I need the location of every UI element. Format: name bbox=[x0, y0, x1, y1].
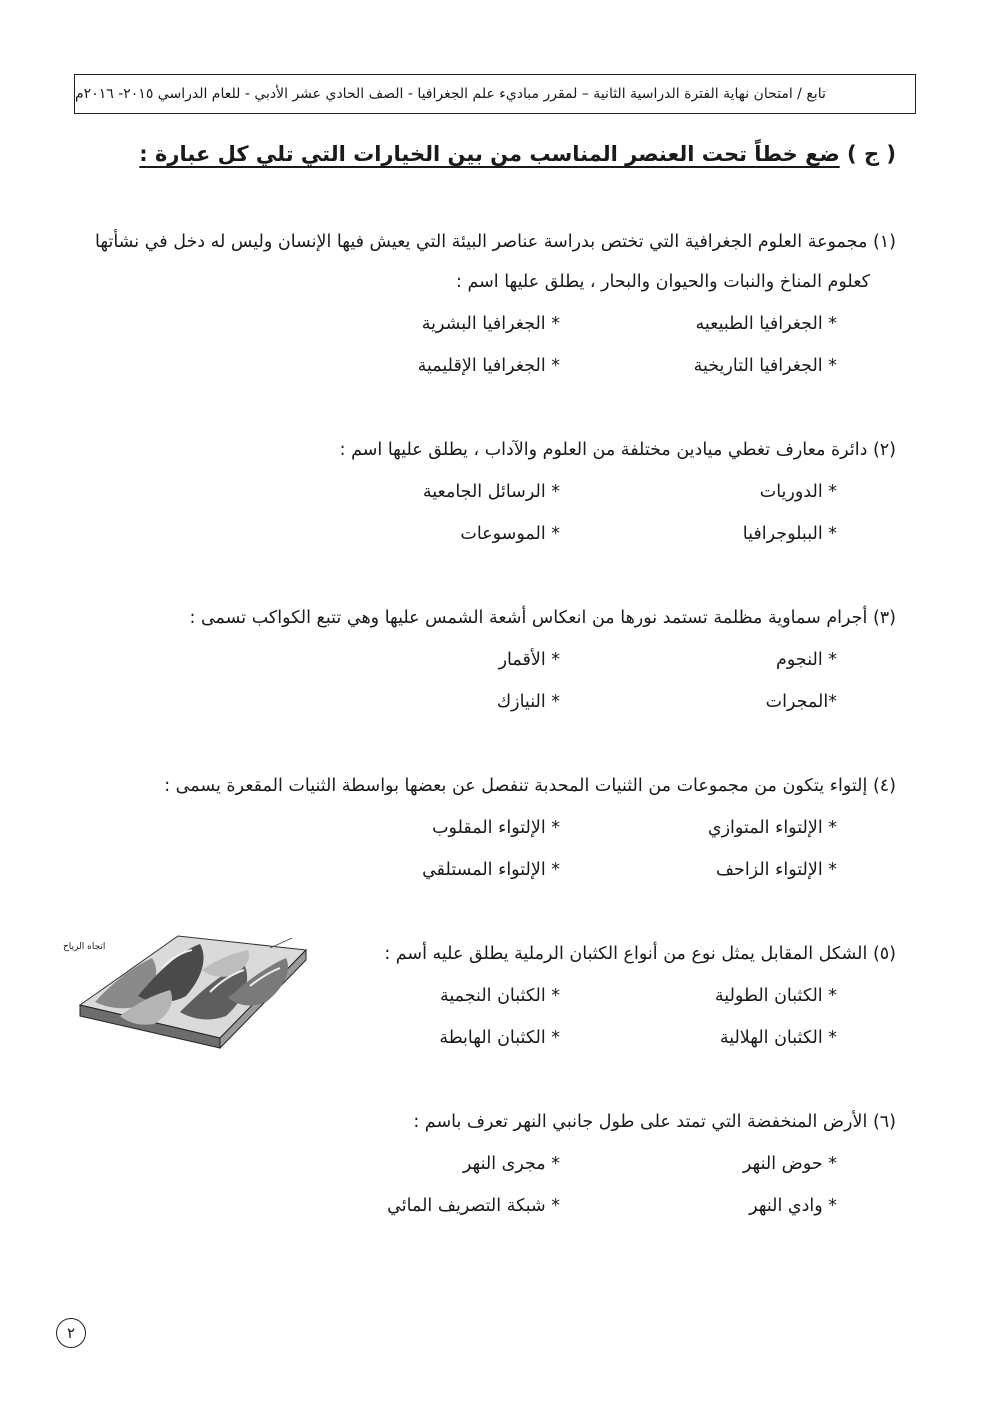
section-instruction: ضع خطاً تحت العنصر المناسب من بين الخيارات التي تلي كل عبارة : bbox=[139, 142, 840, 166]
option[interactable]: * الجغرافيا التاريخية bbox=[693, 356, 837, 376]
option[interactable]: * الكثبان الهابطة bbox=[439, 1028, 560, 1048]
option[interactable]: * الجغرافيا الطبيعيه bbox=[695, 314, 837, 334]
figure-label: اتجاه الرياح bbox=[63, 942, 106, 952]
option[interactable]: * النجوم bbox=[776, 650, 837, 670]
question-6 bbox=[413, 1112, 896, 1132]
option[interactable]: *المجرات bbox=[765, 692, 837, 712]
question-number: (٢) bbox=[872, 440, 896, 460]
question-number: (٦) bbox=[872, 1112, 896, 1132]
option[interactable]: * الكثبان النجمية bbox=[439, 986, 560, 1006]
option[interactable]: * الإلتواء المتوازي bbox=[707, 818, 837, 838]
option[interactable]: * الإلتواء المقلوب bbox=[432, 818, 560, 838]
question-text: أجرام سماوية مظلمة تستمد نورها من انعكاس أشعة الشمس عليها وهي تتبع الكواكب تسمى : bbox=[189, 608, 868, 628]
option[interactable]: * الكثبان الطولية bbox=[714, 986, 837, 1006]
question-text: مجموعة العلوم الجغرافية التي تختص بدراسة عناصر البيئة التي يعيش فيها الإنسان وليس له دخل في نشأتها bbox=[95, 232, 868, 252]
question-number: (٥) bbox=[872, 944, 896, 964]
question-text: إلتواء يتكون من مجموعات من الثنيات المحدبة تنفصل عن بعضها بواسطة الثنيات المقعرة يسمى : bbox=[164, 776, 868, 796]
question-number: (٤) bbox=[872, 776, 896, 796]
question-text: الأرض المنخفضة التي تمتد على طول جانبي النهر تعرف باسم : bbox=[413, 1112, 868, 1132]
option[interactable]: * الجغرافيا الإقليمية bbox=[417, 356, 560, 376]
exam-header: تابع / امتحان نهاية الفترة الدراسية الثانية – لمقرر مباديء علم الجغرافيا - الصف الحادي عشر الأدبي - للعام الدراسي ٢٠١٥- ٢٠١٦م bbox=[74, 74, 916, 114]
section-label: ( ج ) bbox=[847, 142, 896, 166]
option[interactable]: * حوض النهر bbox=[742, 1154, 837, 1174]
option[interactable]: * النيازك bbox=[496, 692, 560, 712]
option[interactable]: * الموسوعات bbox=[460, 524, 560, 544]
question-text: الشكل المقابل يمثل نوع من أنواع الكثبان الرملية يطلق عليه أسم : bbox=[384, 944, 868, 964]
option[interactable]: * الإلتواء الزاحف bbox=[715, 860, 837, 880]
question-4 bbox=[164, 776, 896, 796]
option[interactable]: * شبكة التصريف المائي bbox=[387, 1196, 560, 1216]
question-1-continuation: كعلوم المناخ والنبات والحيوان والبحار ، يطلق عليها اسم : bbox=[456, 272, 870, 292]
question-text: دائرة معارف تغطي ميادين مختلفة من العلوم والآداب ، يطلق عليها اسم : bbox=[339, 440, 868, 460]
option[interactable]: * الجغرافيا البشرية bbox=[421, 314, 560, 334]
wind-arrow-icon bbox=[270, 938, 292, 948]
question-number: (١) bbox=[872, 232, 896, 252]
question-3 bbox=[190, 608, 896, 628]
question-1 bbox=[95, 232, 896, 252]
option[interactable]: * الرسائل الجامعية bbox=[422, 482, 560, 502]
option[interactable]: * وادي النهر bbox=[749, 1196, 837, 1216]
option[interactable]: * الببلوجرافيا bbox=[742, 524, 837, 544]
option[interactable]: * الدوريات bbox=[759, 482, 837, 502]
option[interactable]: * مجرى النهر bbox=[462, 1154, 560, 1174]
page-number: ٢ bbox=[56, 1318, 86, 1348]
section-title bbox=[139, 142, 896, 166]
option[interactable]: * الأقمار bbox=[498, 650, 560, 670]
option[interactable]: * الإلتواء المستلقي bbox=[422, 860, 560, 880]
question-5 bbox=[384, 944, 896, 964]
question-2 bbox=[340, 440, 896, 460]
option[interactable]: * الكثبان الهلالية bbox=[719, 1028, 837, 1048]
question-number: (٣) bbox=[872, 608, 896, 628]
